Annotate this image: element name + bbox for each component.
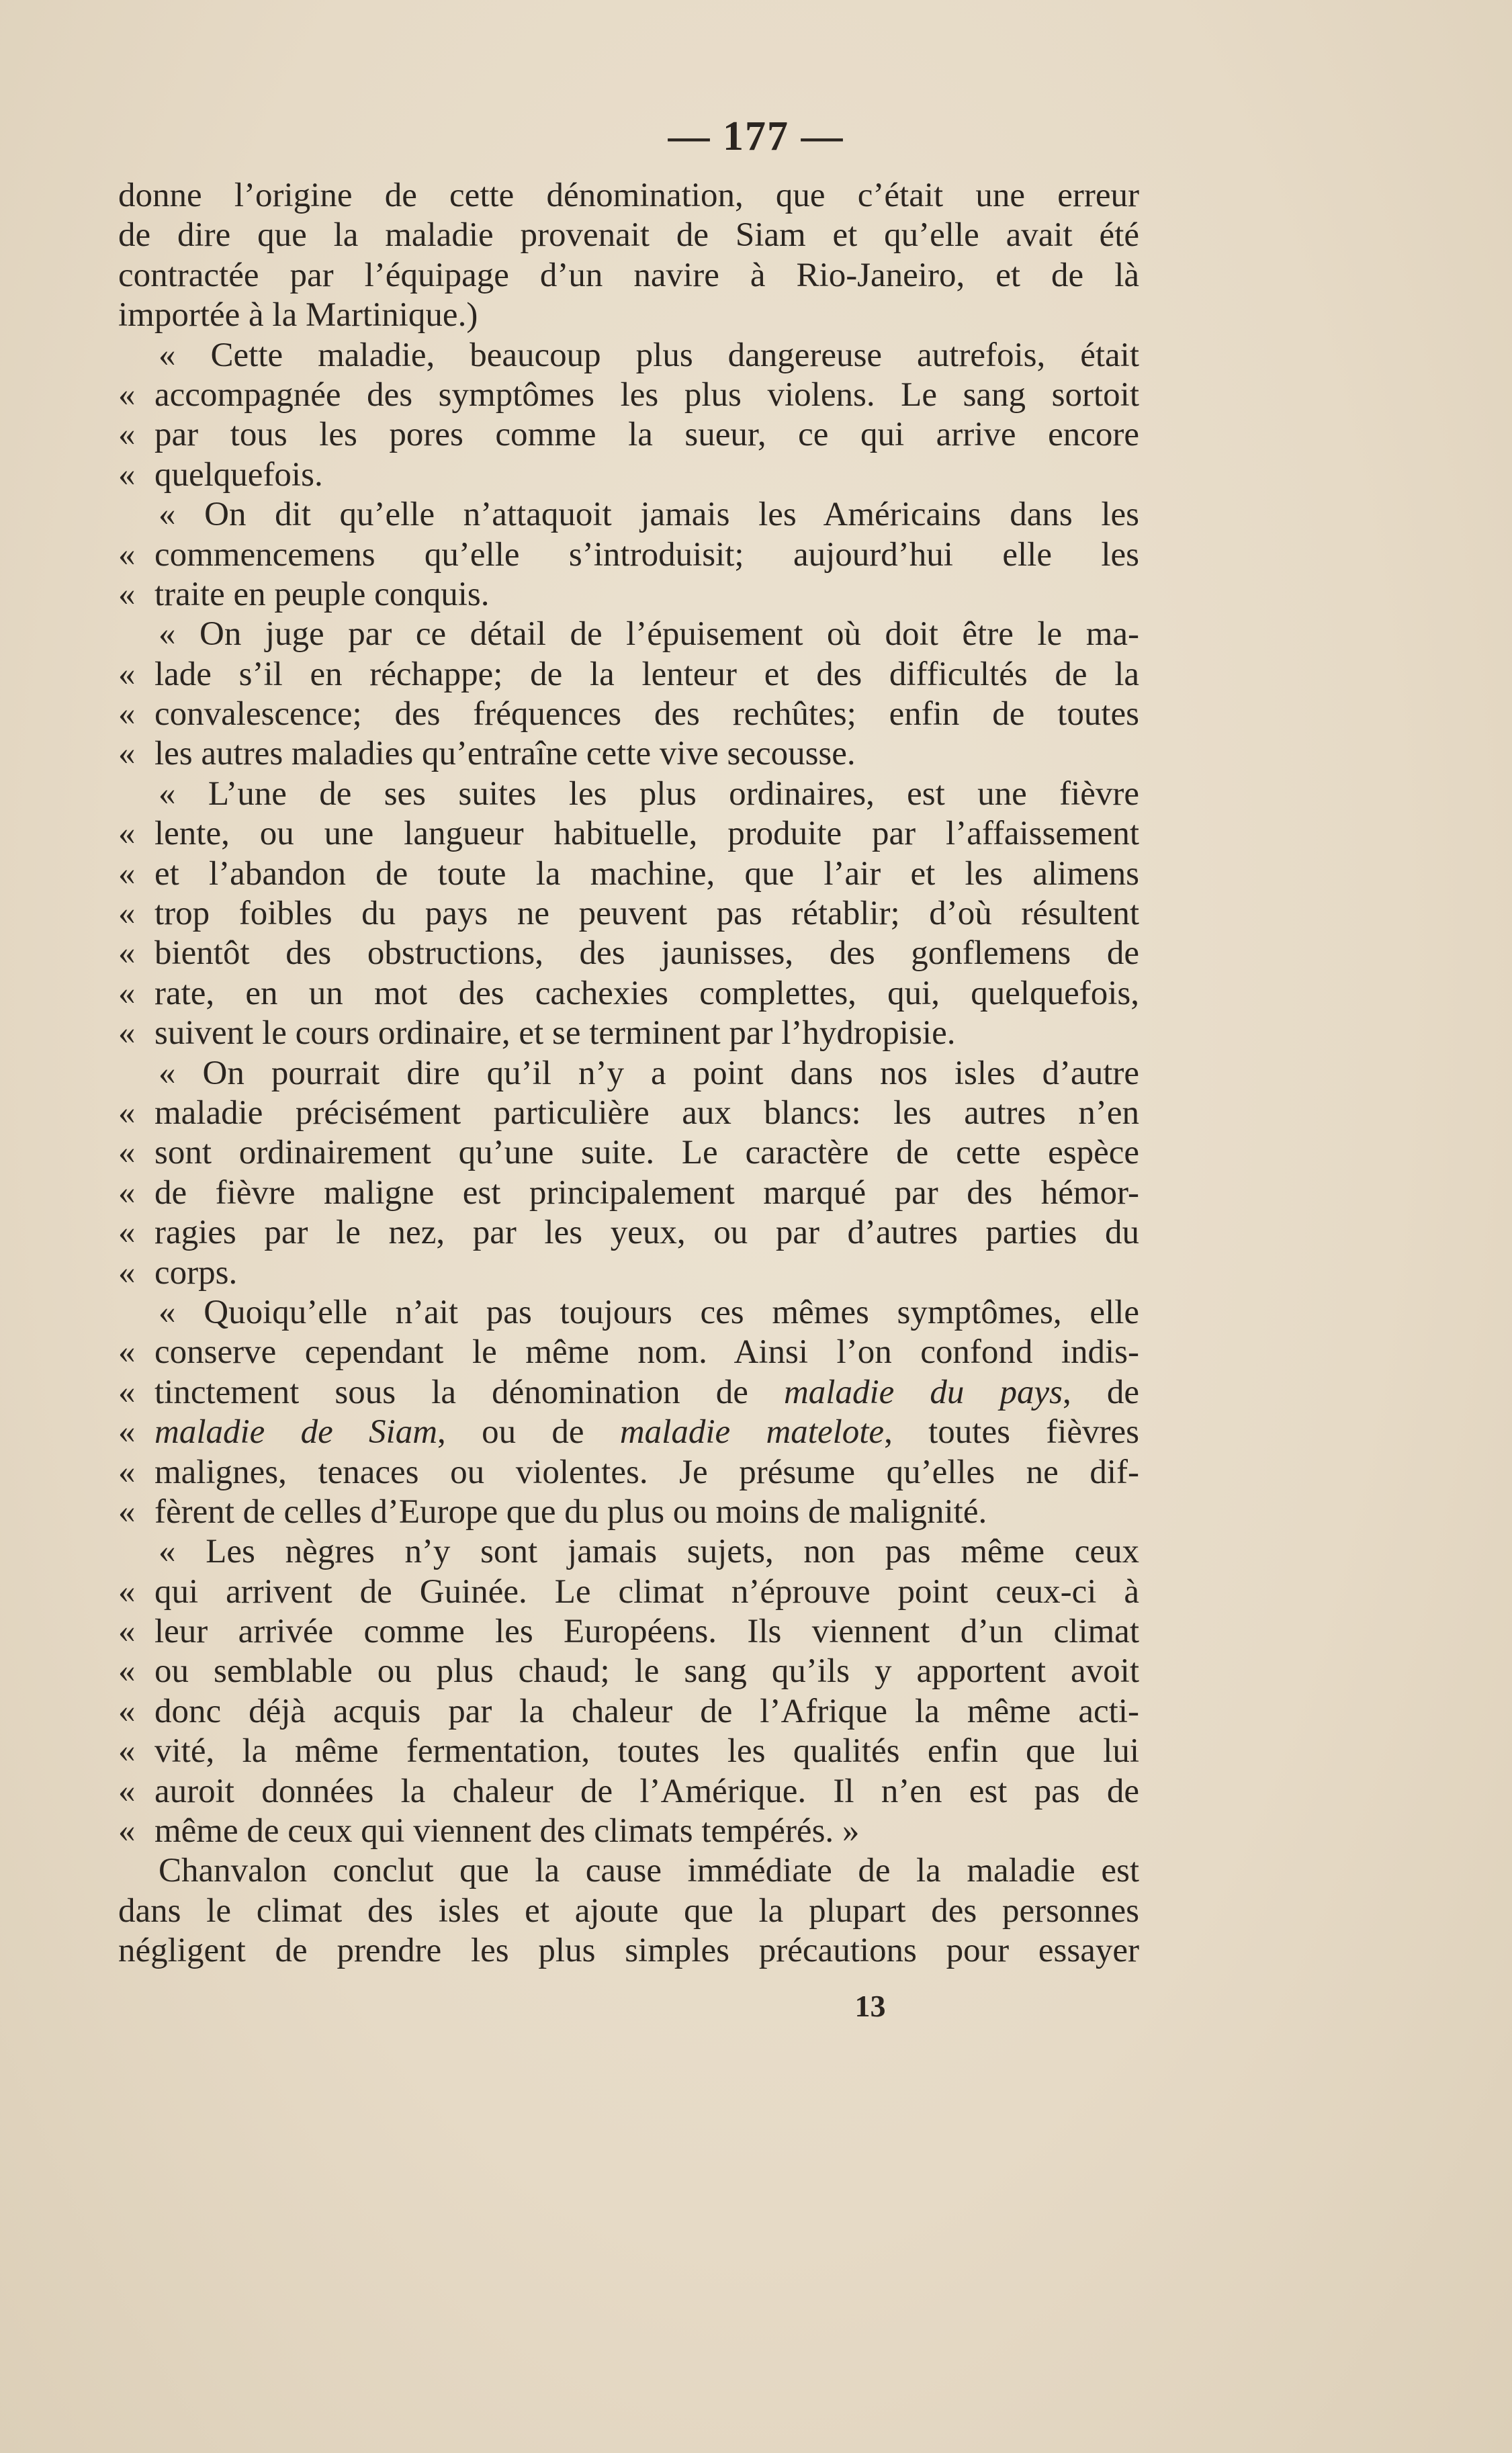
text-line: négligent de prendre les plus simples précautions pour essayer xyxy=(118,1932,1139,1970)
text-line: « malignes, tenaces ou violentes. Je présume qu’elles ne dif- xyxy=(118,1453,1139,1492)
body-text xyxy=(118,176,1139,1971)
text-line xyxy=(118,1413,1139,1452)
text-line: « traite en peuple conquis. xyxy=(118,575,1139,615)
text-segment: , toutes fièvres xyxy=(884,1413,1139,1452)
italic-term: maladie du pays xyxy=(783,1373,1063,1411)
italic-term: maladie de Siam xyxy=(154,1413,438,1452)
text-line: « On pourrait dire qu’il n’y a point dans nos isles d’autre xyxy=(159,1054,1139,1092)
text-line: donne l’origine de cette dénomination, que c’était une erreur xyxy=(118,177,1139,214)
text-line: « bientôt des obstructions, des jaunisses, des gonflemens de xyxy=(118,934,1139,973)
text-line: « ou semblable ou plus chaud; le sang qu’ils y apportent avoit xyxy=(118,1652,1139,1691)
text-line: « trop foibles du pays ne peuvent pas rétablir; d’où résultent xyxy=(118,894,1139,934)
text-line: « donc déjà acquis par la chaleur de l’Afrique la même acti- xyxy=(118,1692,1139,1732)
text-line: « commencemens qu’elle s’introduisit; aujourd’hui elle les xyxy=(118,535,1139,575)
text-line: « auroit données la chaleur de l’Amérique. Il n’en est pas de xyxy=(118,1772,1139,1812)
text-line: « conserve cependant le même nom. Ainsi l’on confond indis- xyxy=(118,1333,1139,1372)
signature-mark: 13 xyxy=(854,1989,886,2023)
text-line: Chanvalon conclut que la cause immédiate de la maladie est xyxy=(159,1852,1139,1890)
page-number: — 177 — xyxy=(668,114,844,159)
text-line: « Cette maladie, beaucoup plus dangereuse autrefois, était xyxy=(159,336,1139,374)
text-line: « ragies par le nez, par les yeux, ou par d’autres parties du xyxy=(118,1213,1139,1253)
text-line: « les autres maladies qu’entraîne cette vive secousse. xyxy=(118,734,1139,774)
text-line: « et l’abandon de toute la machine, que l’air et les alimens xyxy=(118,854,1139,894)
text-line: « qui arrivent de Guinée. Le climat n’éprouve point ceux-ci à xyxy=(118,1572,1139,1612)
text-line: « même de ceux qui viennent des climats tempérés. » xyxy=(118,1812,1139,1851)
text-line: « corps. xyxy=(118,1253,1139,1293)
text-line: de dire que la maladie provenait de Siam et qu’elle avait été xyxy=(118,216,1139,255)
text-line: « lente, ou une langueur habituelle, produite par l’affaissement xyxy=(118,814,1139,854)
text-line: « accompagnée des symptômes les plus violens. Le sang sortoit xyxy=(118,375,1139,415)
text-segment: tinctement sous la dénomination de xyxy=(154,1373,784,1411)
text-line: « maladie précisément particulière aux blancs: les autres n’en xyxy=(118,1094,1139,1133)
text-line: « de fièvre maligne est principalement marqué par des hémor- xyxy=(118,1173,1139,1213)
text-line: « Les nègres n’y sont jamais sujets, non pas même ceux xyxy=(159,1533,1139,1571)
text-line: « On juge par ce détail de l’épuisement où doit être le ma- xyxy=(159,615,1139,654)
text-line: « On dit qu’elle n’attaquoit jamais les Américains dans les xyxy=(159,496,1139,534)
text-line: « suivent le cours ordinaire, et se terminent par l’hydropisie. xyxy=(118,1014,1139,1053)
text-line: importée à la Martinique.) xyxy=(118,296,478,334)
text-line: contractée par l’équipage d’un navire à Rio-Janeiro, et de là xyxy=(118,256,1139,294)
text-line: « vité, la même fermentation, toutes les qualités enfin que lui xyxy=(118,1732,1139,1771)
text-line: « lade s’il en réchappe; de la lenteur et des difficultés de la xyxy=(118,655,1139,695)
text-line: « leur arrivée comme les Européens. Ils viennent d’un climat xyxy=(118,1612,1139,1652)
text-line: « par tous les pores comme la sueur, ce qui arrive encore xyxy=(118,415,1139,455)
text-line: « rate, en un mot des cachexies complettes, qui, quelquefois, xyxy=(118,974,1139,1014)
text-line: « sont ordinairement qu’une suite. Le caractère de cette espèce xyxy=(118,1133,1139,1173)
text-line xyxy=(118,1373,1139,1413)
text-line: « Quoiqu’elle n’ait pas toujours ces mêmes symptômes, elle xyxy=(159,1293,1139,1331)
italic-term: maladie matelote xyxy=(619,1413,885,1452)
text-line: « fèrent de celles d’Europe que du plus ou moins de malignité. xyxy=(118,1492,1139,1532)
text-line: « L’une de ses suites les plus ordinaires, est une fièvre xyxy=(159,774,1139,813)
text-line: « convalescence; des fréquences des rechûtes; enfin de toutes xyxy=(118,695,1139,734)
text-segment: , de xyxy=(1062,1373,1139,1411)
text-line: « quelquefois. xyxy=(118,455,1139,495)
text-segment: , ou de xyxy=(437,1413,620,1452)
text-line: dans le climat des isles et ajoute que la plupart des personnes xyxy=(118,1891,1139,1930)
